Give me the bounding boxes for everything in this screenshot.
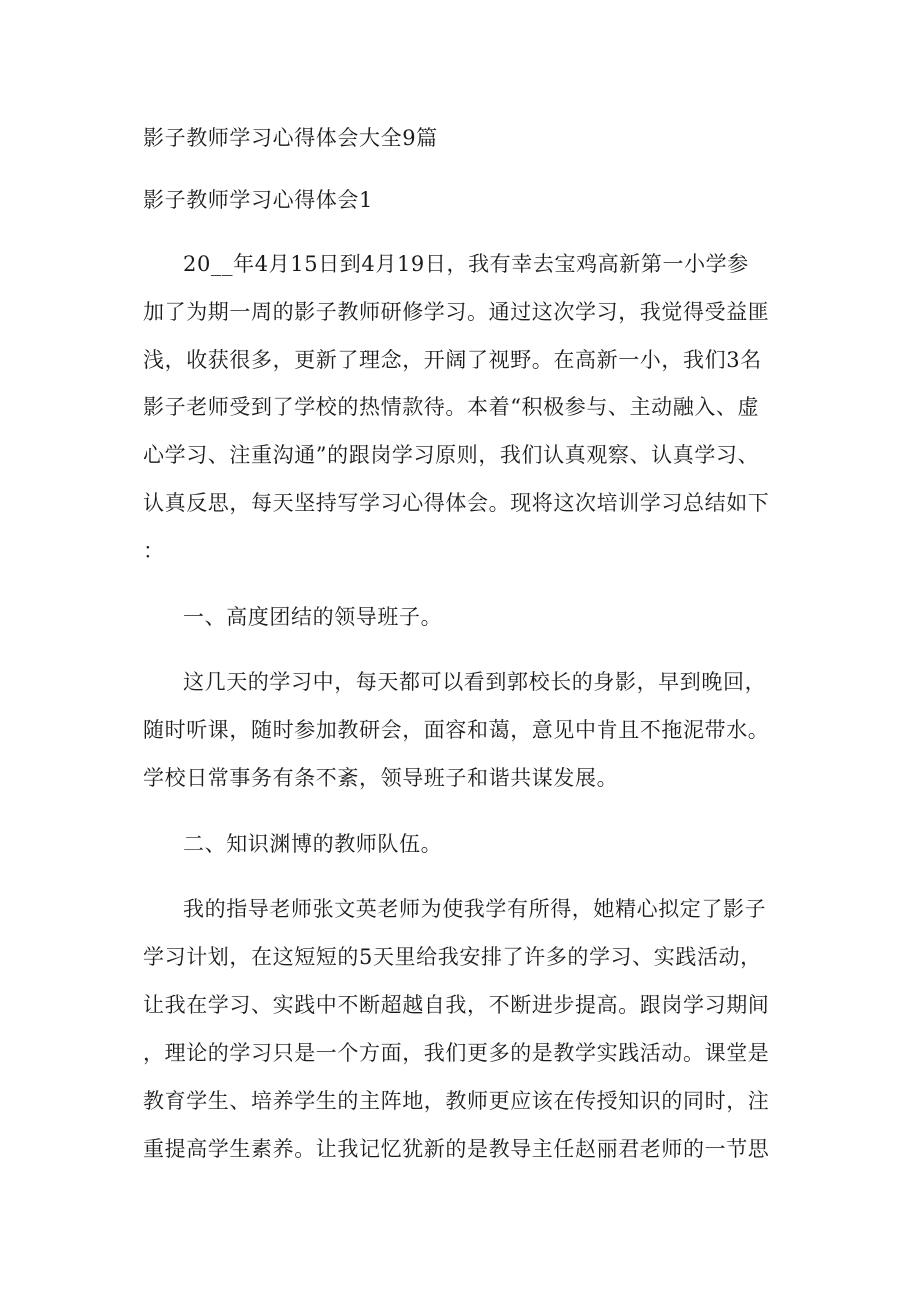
paragraph-line: 随时听课，随时参加教研会，面容和蔼，意见中肯且不拖泥带水。 — [143, 718, 770, 742]
section-heading-1: 一、高度团结的领导班子。 — [183, 605, 443, 629]
paragraph-line: ： — [143, 539, 165, 563]
paragraph-line: 学习计划，在这短短的5天里给我安排了许多的学习、实践活动， — [143, 945, 762, 969]
paragraph-line: 认真反思，每天坚持写学习心得体会。现将这次培训学习总结如下 — [143, 491, 770, 515]
paragraph-line: ，理论的学习只是一个方面，我们更多的是教学实践活动。课堂是 — [143, 1041, 770, 1065]
document-title: 影子教师学习心得体会大全9篇 — [143, 126, 438, 150]
paragraph-line: 让我在学习、实践中不断超越自我，不断进步提高。跟岗学习期间 — [143, 993, 770, 1017]
paragraph-line: 心学习、注重沟通”的跟岗学习原则，我们认真观察、认真学习、 — [143, 443, 760, 467]
paragraph-line: 我的指导老师张文英老师为使我学有所得，她精心拟定了影子 — [183, 897, 767, 921]
paragraph-line: 教育学生、培养学生的主阵地，教师更应该在传授知识的同时，注 — [143, 1089, 770, 1113]
paragraph-line: 浅，收获很多，更新了理念，开阔了视野。在高新一小，我们3名 — [143, 348, 762, 372]
document-subtitle: 影子教师学习心得体会1 — [143, 188, 373, 212]
paragraph-line: 学校日常事务有条不紊，领导班子和谐共谋发展。 — [143, 766, 619, 790]
section-heading-2: 二、知识渊博的教师队伍。 — [183, 832, 443, 856]
paragraph-line: 这几天的学习中，每天都可以看到郭校长的身影，早到晚回， — [183, 670, 767, 694]
paragraph-line: 20__年4月15日到4月19日，我有幸去宝鸡高新第一小学参 — [183, 252, 749, 276]
paragraph-line: 重提高学生素养。让我记忆犹新的是教导主任赵丽君老师的一节思 — [143, 1137, 770, 1161]
paragraph-line: 影子老师受到了学校的热情款待。本着“积极参与、主动融入、虚 — [143, 395, 760, 419]
paragraph-line: 加了为期一周的影子教师研修学习。通过这次学习，我觉得受益匪 — [143, 300, 770, 324]
